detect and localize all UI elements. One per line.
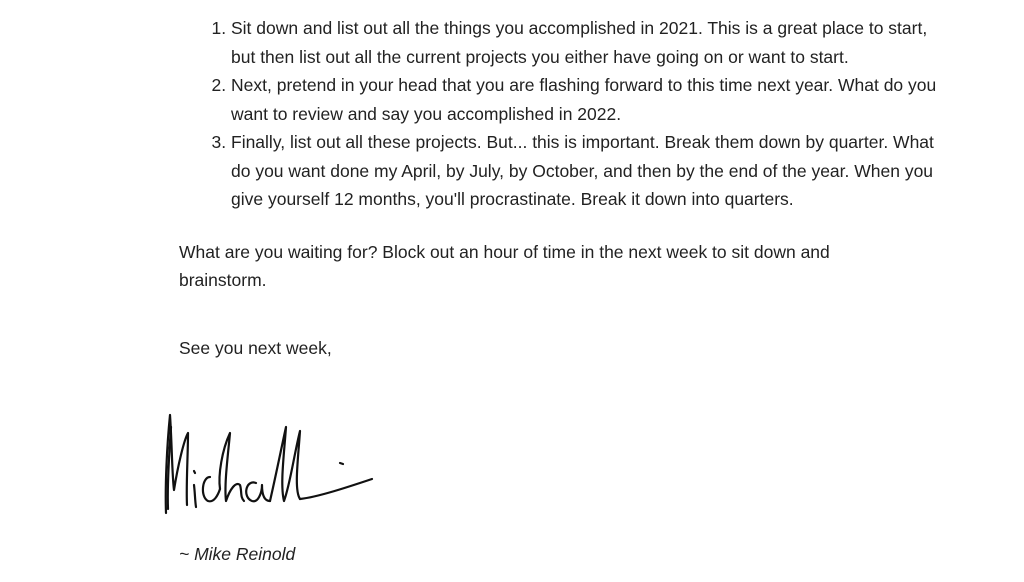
email-body [179, 14, 939, 362]
list-item: 2. Next, pretend in your head that you are flashing forward to this time next year. What do you want to review and say you accomplished in 2022. [231, 71, 939, 128]
list-item: 1. Sit down and list out all the things you accomplished in 2021. This is a great place to start, but then list out all the current projects you either have going on or want to start. [231, 14, 939, 71]
call-to-action-paragraph: What are you waiting for? Block out an hour of time in the next week to sit down and brainstorm. [179, 241, 830, 290]
signature-image [158, 405, 383, 525]
list-item: 3. Finally, list out all these projects. But... this is important. Break them down by quarter. What do you want done my April, by July, by October, and then by the end of the year. When you give yourself 12 months, you'll procrastinate. Break it down into quarters. [231, 128, 939, 214]
closing-line: See you next week, [179, 337, 332, 358]
action-steps-list [179, 14, 939, 214]
sign-off-name: ~ Mike Reinold [179, 544, 296, 564]
